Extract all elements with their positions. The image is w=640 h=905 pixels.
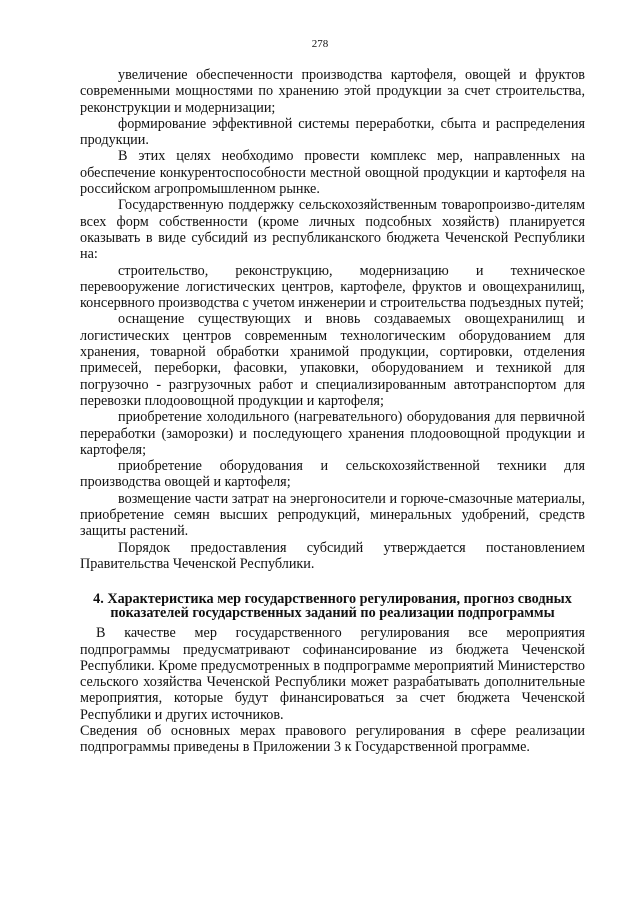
paragraph-subsidy-procedure: Порядок предоставления субсидий утверждается постановлением Правительства Чеченской Республики. <box>80 539 585 572</box>
paragraph-machinery: приобретение оборудования и сельскохозяйственной техники для производства овощей и картофеля; <box>80 458 585 491</box>
paragraph-refrigeration: приобретение холодильного (нагревательного) оборудования для первичной переработки (заморозки) и последующего хранения плодоовощной продукции и картофеля; <box>80 409 585 458</box>
paragraph-legal-regulation: Сведения об основных мерах правового регулирования в сфере реализации подпрограммы приведены в Приложении 3 к Государственной программе. <box>80 722 585 756</box>
page-number: 278 <box>311 38 329 50</box>
paragraph-cost-reimbursement: возмещение части затрат на энергоносители и горюче-смазочные материалы, приобретение семян высших репродукций, минеральных удобрений, средств защиты растений. <box>80 490 585 540</box>
paragraph-construction: строительство, реконструкцию, модернизацию и техническое перевооружение логистических центров, картофеле, фруктов и овощехранилищ, консервного производства с учетом инженерии и строительства подъездных путей; <box>80 262 585 312</box>
paragraph-equipment: оснащение существующих и вновь создаваемых овощехранилищ и логистических центров современным технологическим оборудованием для хранения, товарной обработки хранимой продукции, сортировки, отделения примесей, переборки, фасовки, упаковки, оборудованием и техникой для погрузочно - разгрузочных работ и специализированным автотранспортом для перевозки плодоовощной продукции и картофеля; <box>80 311 585 409</box>
paragraph-state-support: Государственную поддержку сельскохозяйственным товаропроизво-дителям всех форм собственности (кроме личных подсобных хозяйств) планируется оказывать в виде субсидий из республиканского бюджета Чеченской Республики на: <box>80 197 585 263</box>
paragraph-regulation-measures: В качестве мер государственного регулирования все мероприятия подпрограммы предусматривают софинансирование из бюджета Чеченской Республики. Кроме предусмотренных в подпрограмме мероприятий Министерство сельского хозяйства Чеченской Республики может разрабатывать дополнительные мероприятия, которые будут финансироваться за счет бюджета Чеченской Республики и других источников. <box>80 625 585 723</box>
paragraph-storage-capacity: увеличение обеспеченности производства картофеля, овощей и фруктов современными мощностями по хранению этой продукции за счет строительства, реконструкции и модернизации; <box>80 67 585 116</box>
section-heading: 4. Характеристика мер государственного регулирования, прогноз сводных показателей государственных заданий по реализации подпрограммы <box>93 591 572 621</box>
page-body <box>80 67 585 756</box>
paragraph-competitiveness: В этих целях необходимо провести комплекс мер, направленных на обеспечение конкурентоспособности местной овощной продукции и картофеля на российском агропромышленном рынке. <box>80 148 585 198</box>
paragraph-processing-system: формирование эффективной системы переработки, сбыта и распределения продукции. <box>80 115 585 149</box>
